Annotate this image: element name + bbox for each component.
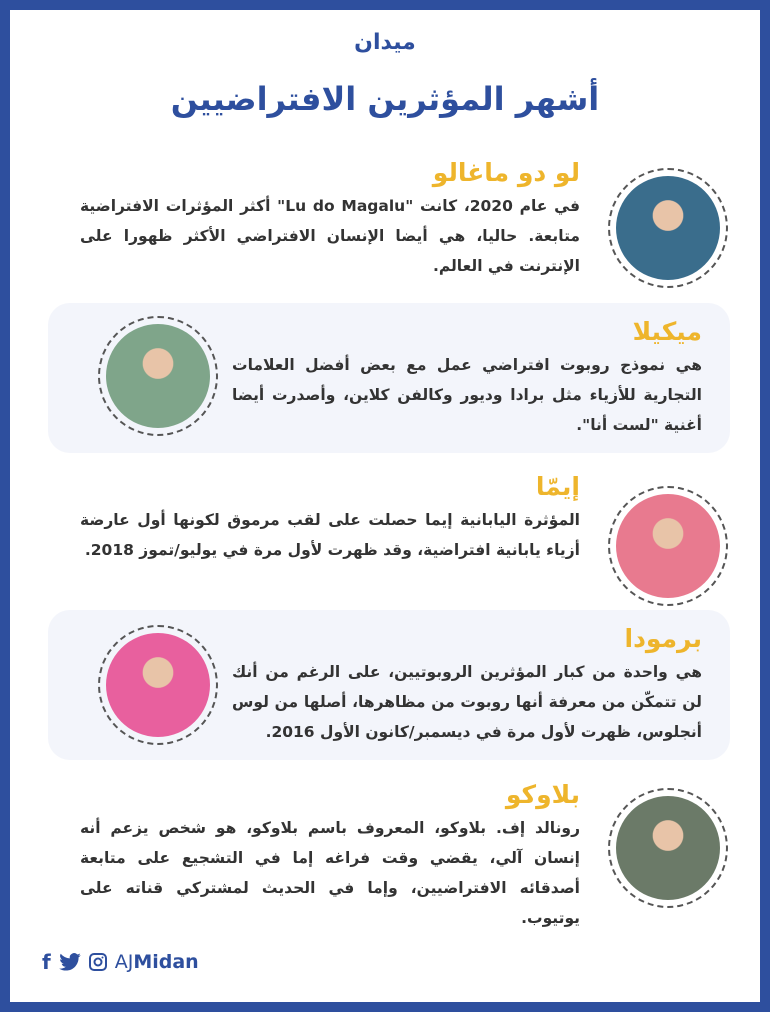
avatar — [608, 486, 728, 606]
social-handle[interactable] — [115, 951, 199, 973]
avatar-image — [616, 176, 720, 280]
avatar — [98, 625, 218, 745]
social-footer — [42, 950, 199, 974]
infographic — [10, 10, 760, 1002]
influencer-imma — [48, 468, 730, 613]
avatar-image — [106, 324, 210, 428]
influencer-name: إيمّا — [535, 472, 580, 501]
influencer-description: المؤثرة اليابانية إيما حصلت على لقب مرموق لكونها أول عارضة أزياء يابانية افتراضية، وقد ظهرت لأول مرة في يوليو/تموز 2018. — [80, 511, 580, 559]
influencer-description: رونالد إف. بلاوكو، المعروف باسم بلاوكو، هو شخص يزعم أنه إنسان آلي، يقضي وقت فراغه إما في التشجيع على متابعة أصدقائه الافتراضيين، وإما في الحديث لمشتركي قناته على يوتيوب. — [80, 819, 580, 927]
logo: ميدان — [354, 30, 416, 55]
page-title: أشهر المؤثرين الافتراضيين — [170, 80, 600, 118]
influencer-description: في عام 2020، كانت "Lu do Magalu" أكثر المؤثرات الافتراضية متابعة. حاليا، هي أيضا الإنسان الافتراضي الأكثر ظهورا على الإنترنت في العالم. — [80, 197, 580, 275]
avatar-image — [616, 796, 720, 900]
influencer-name: ميكيلا — [632, 317, 702, 346]
twitter-icon[interactable] — [59, 953, 81, 971]
facebook-icon[interactable]: f — [42, 950, 51, 974]
handle-suffix: Midan — [133, 951, 199, 973]
influencer-name: برمودا — [624, 624, 702, 653]
influencer-blawko — [48, 780, 730, 940]
avatar-image — [106, 633, 210, 737]
influencer-description: هي نموذج روبوت افتراضي عمل مع بعض أفضل العلامات التجارية للأزياء مثل برادا وديور وكالفن كلاين، وأصدرت أيضا أغنية "لست أنا". — [232, 356, 702, 434]
avatar — [608, 168, 728, 288]
handle-prefix: AJ — [114, 951, 134, 973]
influencer-name: لو دو ماغالو — [432, 158, 580, 187]
influencer-description: هي واحدة من كبار المؤثرين الروبوتيين، على الرغم من أنك لن تتمكّن من معرفة أنها روبوت من مظاهرها، أصلها من لوس أنجلوس، ظهرت لأول مرة في ديسمبر/كانون الأول 2016. — [232, 663, 702, 741]
influencer-bermuda — [48, 610, 730, 760]
instagram-icon[interactable] — [89, 953, 107, 971]
influencer-lu-do-magalu — [48, 150, 730, 300]
avatar-image — [616, 494, 720, 598]
influencer-name: بلاوكو — [505, 780, 580, 809]
avatar — [98, 316, 218, 436]
avatar — [608, 788, 728, 908]
influencer-miquela — [48, 303, 730, 453]
